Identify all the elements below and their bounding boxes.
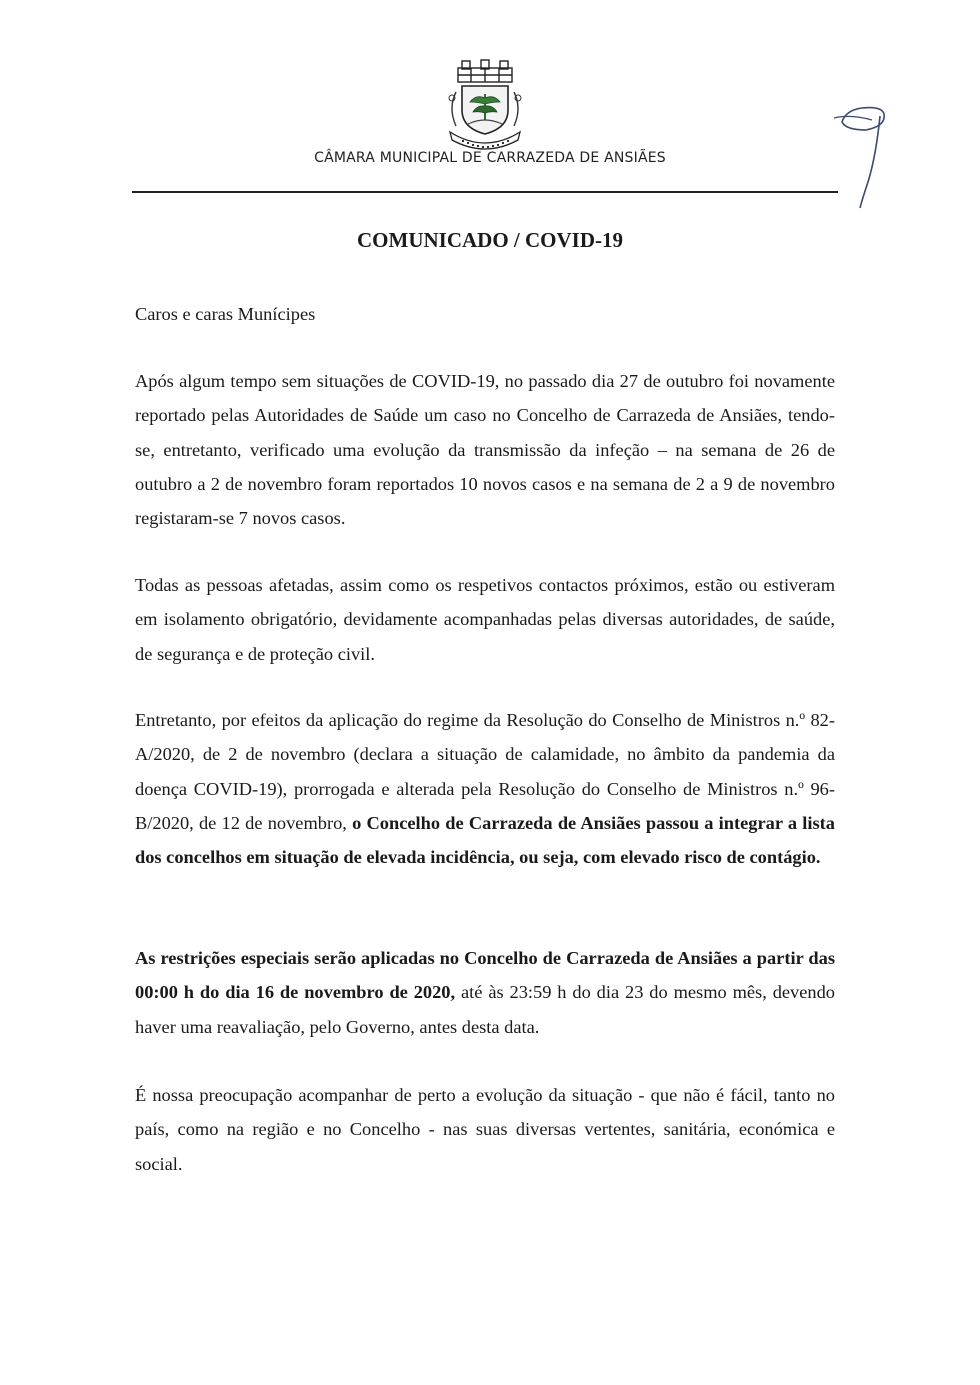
paragraph-isolation: Todas as pessoas afetadas, assim como os respetivos contactos próximos, estão ou estiveram em isolamento obrigatório, devidamente acompanhadas pelas diversas autoridades, de saúde, de segurança e de proteção civil. <box>135 575 835 664</box>
paragraph-restrictions <box>135 941 835 1044</box>
paragraph-resolution-text: Entretanto, por efeitos da aplicação do regime da Resolução do Conselho de Ministros n.º 82-A/2020, de 2 de novembro (declara a situação de calamidade, no âmbito da pandemia da doença COVID-19), prorrogada e alterada pela Resolução do Conselho de Ministros n.º 96-B/2020, de 12 de novembro, <box>135 710 835 833</box>
document-title: COMUNICADO / COVID-19 <box>357 228 623 252</box>
handwritten-page-number-mark <box>832 96 892 214</box>
paragraph-concern: É nossa preocupação acompanhar de perto a evolução da situação - que não é fácil, tanto no país, como na região e no Concelho - nas suas diversas vertentes, sanitária, económica e social. <box>135 1085 835 1174</box>
greeting: Caros e caras Munícipes <box>135 304 316 324</box>
paragraph-resolution <box>135 703 835 874</box>
municipal-crest-icon <box>438 58 532 154</box>
paragraph-restrictions-text: até às 23:59 h do dia 23 do mesmo mês, devendo haver uma reavaliação, pelo Governo, antes desta data. <box>135 982 836 1037</box>
institution-name: CÂMARA MUNICIPAL DE CARRAZEDA DE ANSIÃES <box>314 150 666 166</box>
header-divider <box>132 191 838 193</box>
paragraph-cases: Após algum tempo sem situações de COVID-19, no passado dia 27 de outubro foi novamente reportado pelas Autoridades de Saúde um caso no Concelho de Carrazeda de Ansiães, tendo-se, entretanto, verificado uma evolução da transmissão da infeção – na semana de 26 de outubro a 2 de novembro foram reportados 10 novos casos e na semana de 2 a 9 de novembro registaram-se 7 novos casos. <box>135 371 835 529</box>
paragraph-restrictions-emphasis: As restrições especiais serão aplicadas no Concelho de Carrazeda de Ansiães a partir das 00:00 h do dia 16 de novembro de 2020, <box>135 948 835 1003</box>
paragraph-resolution-emphasis: o Concelho de Carrazeda de Ansiães passou a integrar a lista dos concelhos em situação de elevada incidência, ou seja, com elevado risco de contágio. <box>135 812 835 868</box>
